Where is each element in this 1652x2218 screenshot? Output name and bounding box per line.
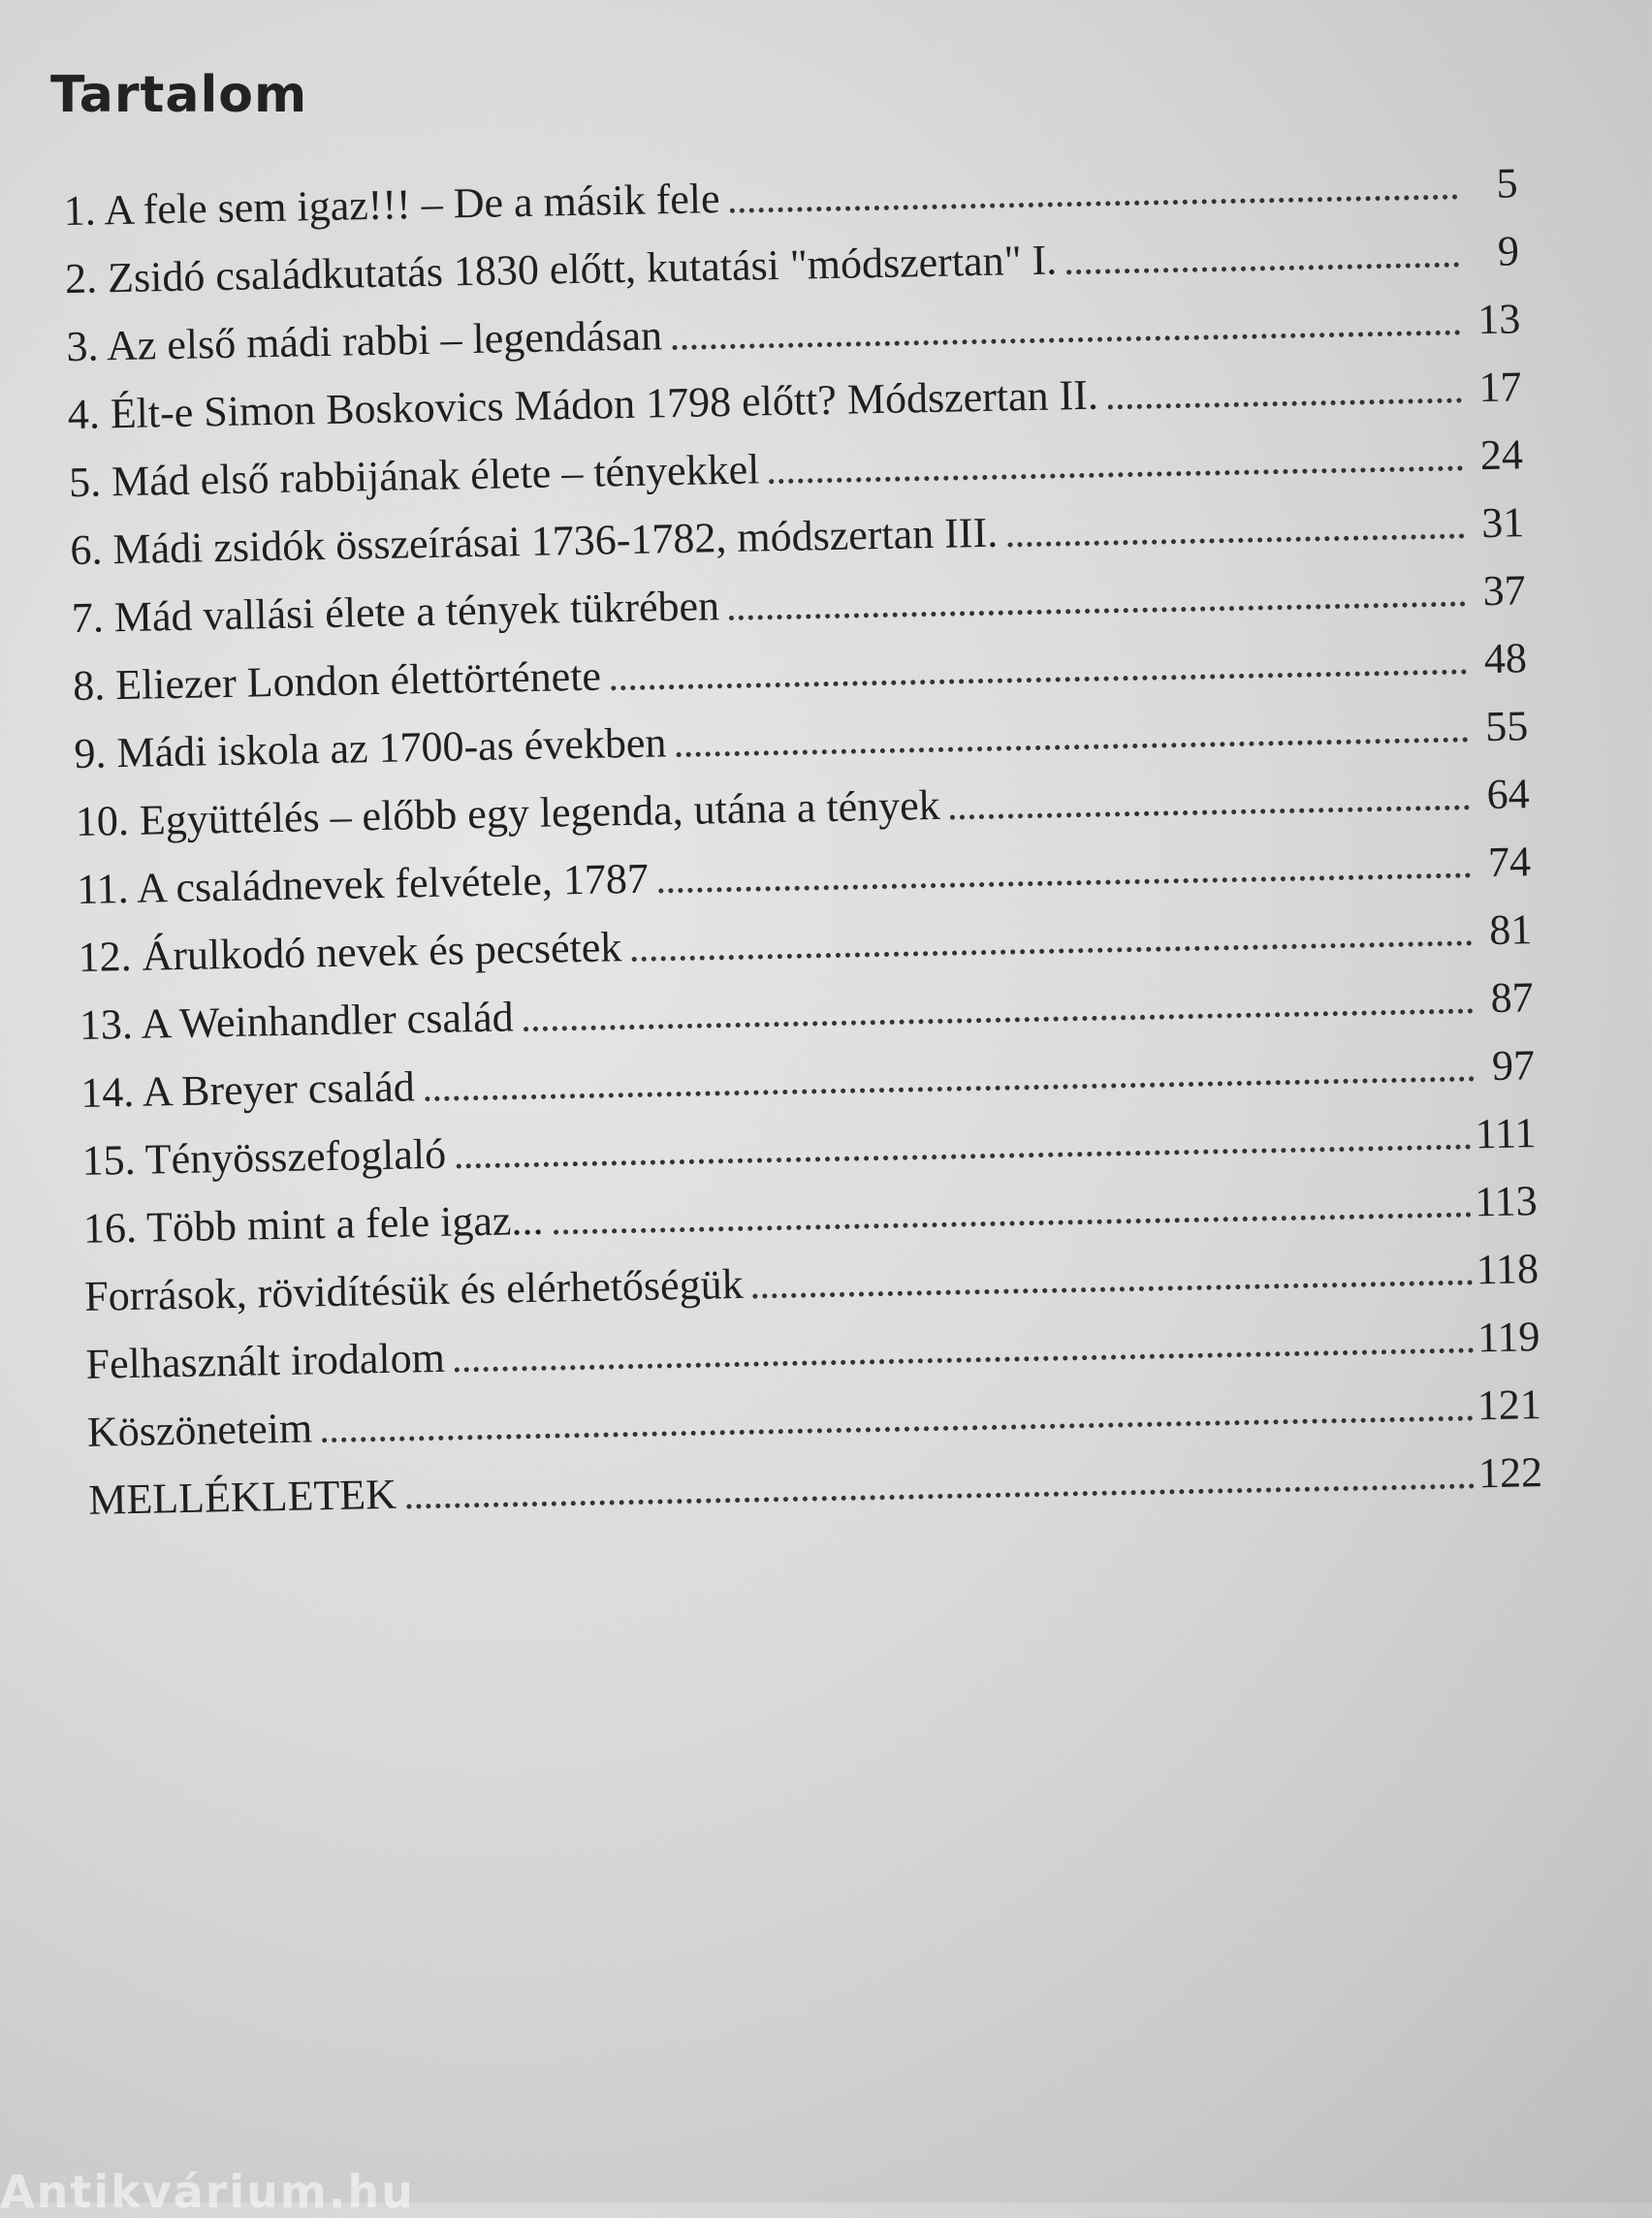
toc-entry-page: 64 bbox=[1486, 770, 1531, 819]
toc-entry bbox=[75, 767, 1530, 849]
dot-leader bbox=[770, 465, 1464, 484]
dot-leader bbox=[753, 1280, 1473, 1298]
toc-entry bbox=[85, 1310, 1541, 1392]
dot-leader bbox=[322, 1415, 1474, 1442]
toc-entry bbox=[69, 428, 1524, 510]
dot-leader bbox=[950, 805, 1470, 819]
toc-entry-title: 2. Zsidó családkutatás 1830 előtt, kutatási "módszertan" I. bbox=[64, 236, 1058, 303]
toc-entry bbox=[67, 360, 1522, 442]
dot-leader bbox=[658, 872, 1471, 893]
toc-entry-page: 55 bbox=[1484, 702, 1529, 751]
toc-entry-title: 12. Árulkodó nevek és pecsétek bbox=[78, 923, 622, 981]
toc-entry-title: 1. A fele sem igaz!!! – De a másik fele bbox=[63, 174, 720, 236]
watermark: Antikvárium.hu bbox=[0, 2166, 415, 2218]
toc-entry-title: 5. Mád első rabbijának élete – tényekkel bbox=[68, 445, 760, 507]
dot-leader bbox=[729, 601, 1466, 620]
page-title: Tartalom bbox=[50, 66, 308, 124]
toc-entry-page: 111 bbox=[1475, 1109, 1537, 1158]
toc-entry-title: Felhasznált irodalom bbox=[85, 1333, 446, 1388]
toc-entry-page: 31 bbox=[1480, 498, 1525, 548]
toc-entry bbox=[81, 1106, 1537, 1188]
toc-entry-page: 81 bbox=[1488, 905, 1533, 955]
dot-leader bbox=[455, 1347, 1474, 1372]
toc-entry-title: 15. Tényösszefoglaló bbox=[81, 1129, 447, 1185]
dot-leader bbox=[1108, 397, 1462, 409]
toc-entry bbox=[66, 292, 1521, 374]
dot-leader bbox=[524, 1008, 1474, 1031]
dot-leader bbox=[677, 737, 1469, 757]
toc-entry bbox=[84, 1242, 1540, 1324]
toc-entry bbox=[70, 495, 1525, 578]
toc-entry bbox=[63, 156, 1518, 238]
toc-entry-title: 10. Együttélés – előbb egy legenda, utána a tények bbox=[75, 780, 941, 845]
toc-entry-page: 48 bbox=[1483, 634, 1528, 683]
toc-entry-title: 3. Az első mádi rabbi – legendásan bbox=[65, 311, 663, 371]
toc-entry-title: 9. Mádi iskola az 1700-as években bbox=[74, 718, 667, 778]
toc-entry-page: 97 bbox=[1491, 1041, 1536, 1090]
toc-entry-page: 24 bbox=[1479, 430, 1524, 480]
toc-entry bbox=[82, 1174, 1538, 1256]
toc-entry-page: 17 bbox=[1478, 363, 1522, 412]
toc-entry-page: 121 bbox=[1477, 1380, 1542, 1430]
toc-entry-page: 9 bbox=[1497, 227, 1520, 275]
dot-leader bbox=[672, 330, 1460, 350]
toc-entry-title: 16. Több mint a fele igaz... bbox=[82, 1195, 544, 1252]
toc-entry bbox=[78, 903, 1533, 985]
dot-leader bbox=[554, 1212, 1472, 1234]
dot-leader bbox=[611, 669, 1467, 690]
dot-leader bbox=[425, 1076, 1475, 1101]
toc-entry bbox=[77, 835, 1532, 917]
toc-entry bbox=[80, 1038, 1536, 1121]
toc-entry-title: Források, rövidítésük és elérhetőségük bbox=[83, 1259, 745, 1320]
toc-entry-page: 74 bbox=[1487, 838, 1532, 887]
dot-leader bbox=[1007, 533, 1464, 547]
toc-entry bbox=[86, 1378, 1541, 1460]
toc-entry-page: 5 bbox=[1496, 159, 1518, 207]
dot-leader bbox=[631, 940, 1472, 962]
toc-entry-page: 13 bbox=[1477, 295, 1521, 344]
toc-entry-page: 113 bbox=[1474, 1177, 1539, 1226]
toc-entry-title: 13. A Weinhandler család bbox=[79, 993, 515, 1049]
toc-entry-title: 6. Mádi zsidók összeírásai 1736-1782, módszertan III. bbox=[70, 508, 999, 575]
dot-leader bbox=[456, 1144, 1472, 1168]
toc-entry-page: 87 bbox=[1490, 973, 1535, 1023]
dot-leader bbox=[406, 1483, 1475, 1508]
toc-entry bbox=[65, 224, 1520, 306]
dot-leader bbox=[1066, 262, 1459, 274]
toc-entry-page: 37 bbox=[1482, 566, 1527, 616]
toc-entry bbox=[88, 1445, 1543, 1528]
toc-entry bbox=[71, 563, 1526, 646]
toc-entry-title: 11. A családnevek felvétele, 1787 bbox=[76, 854, 650, 913]
toc-entry-title: 14. A Breyer család bbox=[79, 1062, 416, 1117]
toc-entry-title: 4. Élt-e Simon Boskovics Mádon 1798 előtt? Módszertan II. bbox=[67, 370, 1099, 439]
dot-leader bbox=[730, 195, 1458, 213]
toc-entry-page: 119 bbox=[1477, 1313, 1541, 1362]
toc-entry-title: Köszöneteim bbox=[86, 1404, 313, 1456]
toc-entry bbox=[73, 631, 1528, 713]
toc-entry-page: 122 bbox=[1477, 1448, 1543, 1498]
toc-entry-title: 8. Eliezer London élettörténete bbox=[72, 651, 602, 711]
toc-entry bbox=[79, 970, 1534, 1053]
toc-entry-title: 7. Mád vallási élete a tények tükrében bbox=[71, 582, 720, 643]
toc-entry bbox=[74, 699, 1529, 781]
toc-entry-page: 118 bbox=[1476, 1245, 1540, 1294]
toc-entry-title: MELLÉKLETEK bbox=[87, 1470, 397, 1524]
